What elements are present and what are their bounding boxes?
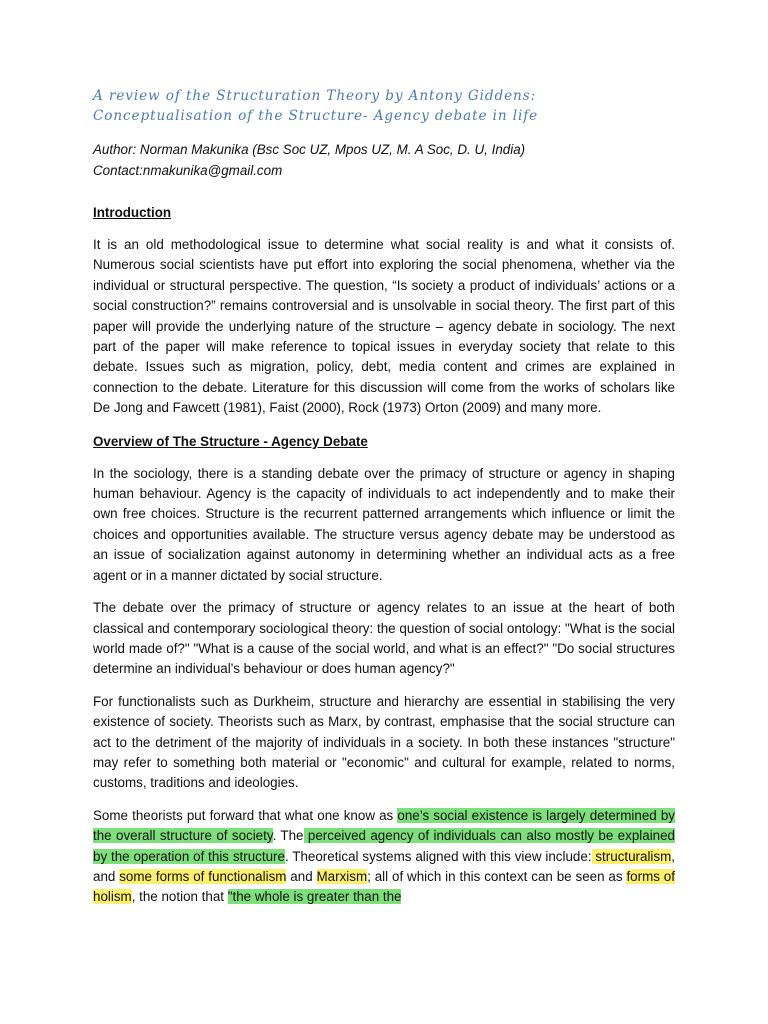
- highlight-yellow: Marxism: [316, 868, 368, 884]
- highlight-yellow: forms of holism: [93, 868, 675, 905]
- text-run: Some theorists put forward that what one know as: [93, 807, 398, 823]
- document-page: [93, 86, 675, 920]
- section-heading-introduction: Introduction: [93, 205, 172, 220]
- highlight-yellow: some forms of functionalism: [119, 868, 287, 884]
- paragraph-introduction: It is an old methodological issue to determine what social reality is and what it consists of. Numerous social scientists have put effort into exploring the social phenomena, whether via the individual or structural perspective. The question, “Is society a product of individuals’ actions or a social construction?” remains controversial and is unsolvable in social theory. The first part of this paper will provide the underlying nature of the structure – agency debate in sociology. The next part of the paper will make reference to topical issues in everyday society that relate to this debate. Issues such as migration, policy, debt, media content and crimes are explained in connection to the debate. Literature for this discussion will come from the works of scholars like De Jong and Fawcett (1981), Faist (2000), Rock (1973) Orton (2009) and many more.: [93, 237, 675, 416]
- text-run: , and: [93, 848, 675, 884]
- contact-line: Contact:nmakunika@gmail.com: [93, 163, 283, 178]
- paragraph-overview-2: The debate over the primacy of structure or agency relates to an issue at the heart of both classical and contemporary sociological theory: the question of social ontology: "What is the social world made of?" "What is a cause of the social world, and what is an effect?" "Do social structures determine an individual's behaviour or does human agency?": [93, 600, 675, 677]
- paragraph-overview-1: In the sociology, there is a standing debate over the primacy of structure or agency in shaping human behaviour. Agency is the capacity of individuals to act independently and to make their own free choices. Structure is the recurrent patterned arrangements which influence or limit the choices and opportunities available. The structure versus agency debate may be understood as an issue of socialization against autonomy in determining whether an individual acts as a free agent or in a manner dictated by social structure.: [93, 465, 675, 583]
- text-run: ; all of which in this context can be seen as: [367, 868, 627, 884]
- spacer: [93, 181, 675, 202]
- text-run: . The: [272, 828, 304, 844]
- author-line: Author: Norman Makunika (Bsc Soc UZ, Mpos UZ, M. A Soc, D. U, India): [93, 142, 526, 157]
- document-title: A review of the Structuration Theory by Antony Giddens: Conceptualisation of the Structure- Agency debate in life: [93, 88, 539, 124]
- paragraph-overview-4: [93, 806, 675, 908]
- paragraph-overview-3: For functionalists such as Durkheim, structure and hierarchy are essential in stabilising the very existence of society. Theorists such as Marx, by contrast, emphasise that the social structure can act to the detriment of the majority of individuals in a society. In both these instances "structure" may refer to something both material or "economic" and cultural for example, related to norms, customs, traditions and ideologies.: [93, 693, 675, 791]
- highlight-green: one’s social existence is largely determined by the overall structure of society: [93, 807, 675, 844]
- text-run: . Theoretical systems aligned with this view include:: [284, 848, 592, 864]
- highlight-green: perceived agency of individuals can also mostly be explained by the operation of this structure: [93, 828, 676, 864]
- text-run: and: [286, 868, 317, 884]
- text-run: , the notion that: [131, 889, 228, 905]
- section-heading-overview: Overview of The Structure - Agency Debate: [93, 433, 368, 449]
- highlight-yellow: structuralism: [591, 848, 672, 864]
- highlight-green: "the whole is greater than the: [227, 889, 402, 905]
